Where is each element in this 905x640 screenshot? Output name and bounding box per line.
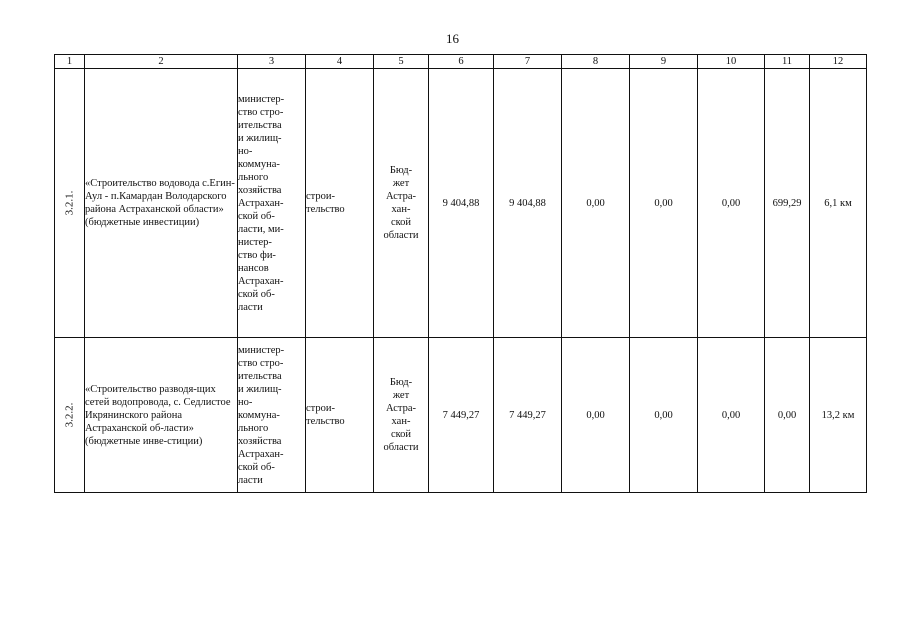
work-type-cell: строи- тельство — [306, 338, 374, 493]
col-header-1: 1 — [55, 55, 85, 69]
value-col-8: 0,00 — [562, 69, 630, 338]
table-row — [55, 69, 867, 338]
header-row — [55, 55, 867, 69]
col-header-8: 8 — [562, 55, 630, 69]
executor-cell: министер- ство стро- ительства и жилищ- но- коммуна- льного хозяйства Астрахан- ской об- ласти — [238, 338, 306, 493]
col-header-4: 4 — [306, 55, 374, 69]
value-col-9: 0,00 — [630, 69, 698, 338]
funding-source-cell: Бюд- жет Астра- хан- ской области — [374, 338, 429, 493]
col-header-6: 6 — [429, 55, 494, 69]
col-header-11: 11 — [765, 55, 810, 69]
col-header-5: 5 — [374, 55, 429, 69]
value-col-12: 13,2 км — [810, 338, 867, 493]
value-col-9: 0,00 — [630, 338, 698, 493]
value-col-11: 0,00 — [765, 338, 810, 493]
value-col-10: 0,00 — [698, 69, 765, 338]
value-col-7: 7 449,27 — [494, 338, 562, 493]
col-header-10: 10 — [698, 55, 765, 69]
value-col-11: 699,29 — [765, 69, 810, 338]
work-type-cell: строи- тельство — [306, 69, 374, 338]
funding-source-cell: Бюд- жет Астра- хан- ской области — [374, 69, 429, 338]
value-col-6: 7 449,27 — [429, 338, 494, 493]
project-name-cell: «Строительство разводя-щих сетей водопровода, с. Седлистое Икрянинского района Астраханской об-ласти» (бюджетные инве-стиции) — [85, 338, 238, 493]
row-number: 3.2.1. — [63, 190, 75, 216]
row-number-cell — [55, 338, 85, 493]
page-number: 16 — [446, 31, 459, 46]
project-name-cell: «Строительство водовода с.Егин-Аул - п.Камардан Володарского района Астраханской области» (бюджетные инвестиции) — [85, 69, 238, 338]
col-header-2: 2 — [85, 55, 238, 69]
row-number-cell — [55, 69, 85, 338]
row-number: 3.2.2. — [63, 402, 75, 428]
value-col-10: 0,00 — [698, 338, 765, 493]
value-col-8: 0,00 — [562, 338, 630, 493]
col-header-12: 12 — [810, 55, 867, 69]
budget-table — [54, 54, 867, 493]
col-header-7: 7 — [494, 55, 562, 69]
col-header-9: 9 — [630, 55, 698, 69]
col-header-3: 3 — [238, 55, 306, 69]
value-col-12: 6,1 км — [810, 69, 867, 338]
executor-cell: министер- ство стро- ительства и жилищ- но- коммуна- льного хозяйства Астрахан- ской об- ласти, ми- нистер- ство фи- нансов Астрахан- ской об- ласти — [238, 69, 306, 338]
value-col-7: 9 404,88 — [494, 69, 562, 338]
value-col-6: 9 404,88 — [429, 69, 494, 338]
table-row — [55, 338, 867, 493]
